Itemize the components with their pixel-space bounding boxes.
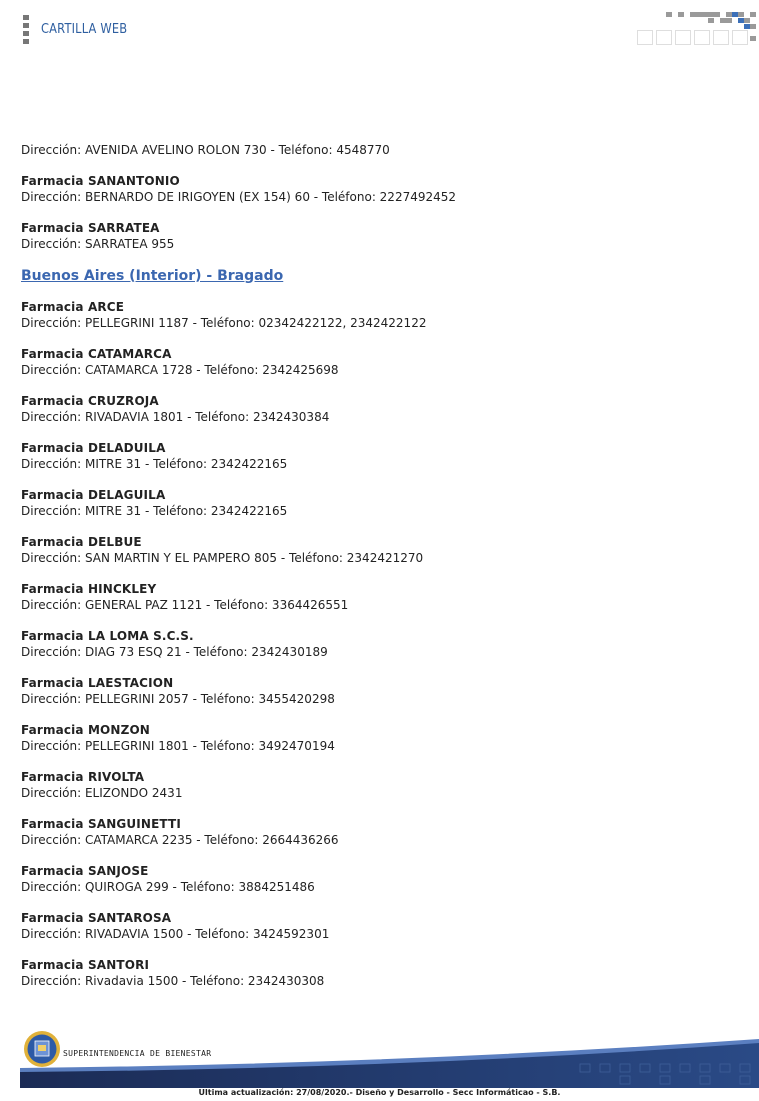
entry-name: Farmacia SANANTONIO <box>21 173 180 188</box>
entry-address: Dirección: SAN MARTIN Y EL PAMPERO 805 - Teléfono: 2342421270 <box>21 551 424 565</box>
entry-address: Dirección: Rivadavia 1500 - Teléfono: 2342430308 <box>21 974 325 988</box>
entry-address: Dirección: RIVADAVIA 1500 - Teléfono: 3424592301 <box>21 927 330 941</box>
list-item <box>21 863 741 896</box>
organization-seal-icon <box>24 1031 60 1067</box>
entry-name: Farmacia HINCKLEY <box>21 581 157 596</box>
entry-name: Farmacia SARRATEA <box>21 220 160 235</box>
entry-name: Farmacia DELAGUILA <box>21 487 166 502</box>
list-item <box>21 675 741 708</box>
list-item <box>21 299 741 332</box>
list-item <box>21 220 741 253</box>
list-item <box>21 393 741 426</box>
list-item <box>21 910 741 943</box>
list-item <box>21 487 741 520</box>
list-item <box>21 957 741 990</box>
entry-name: Farmacia SANTORI <box>21 957 150 972</box>
entry-name: Farmacia SANTAROSA <box>21 910 172 925</box>
list-item <box>21 142 741 159</box>
footer-update-note: Ultima actualización: 27/08/2020.- Diseño y Desarrollo - Secc Informáticao - S.B. <box>198 1088 561 1097</box>
list-item <box>21 581 741 614</box>
list-item <box>21 816 741 849</box>
footer-organization: SUPERINTENDENCIA DE BIENESTAR <box>63 1049 212 1058</box>
entry-address: Dirección: AVENIDA AVELINO ROLON 730 - Teléfono: 4548770 <box>21 143 390 157</box>
list-item <box>21 534 741 567</box>
pharmacy-list <box>21 142 741 1004</box>
entry-name: Farmacia ARCE <box>21 299 125 314</box>
entry-address: Dirección: RIVADAVIA 1801 - Teléfono: 2342430384 <box>21 410 330 424</box>
entry-address: Dirección: QUIROGA 299 - Teléfono: 3884251486 <box>21 880 315 894</box>
entry-address: Dirección: BERNARDO DE IRIGOYEN (EX 154) 60 - Teléfono: 2227492452 <box>21 190 457 204</box>
section-title-link[interactable]: Buenos Aires (Interior) - Bragado <box>21 267 284 284</box>
entry-address: Dirección: DIAG 73 ESQ 21 - Teléfono: 2342430189 <box>21 645 328 659</box>
entry-address: Dirección: CATAMARCA 2235 - Teléfono: 2664436266 <box>21 833 339 847</box>
entry-name: Farmacia CATAMARCA <box>21 346 172 361</box>
page-title: CARTILLA WEB <box>41 22 128 37</box>
entry-address: Dirección: CATAMARCA 1728 - Teléfono: 2342425698 <box>21 363 339 377</box>
entry-address: Dirección: MITRE 31 - Teléfono: 2342422165 <box>21 457 288 471</box>
entry-name: Farmacia LAESTACION <box>21 675 174 690</box>
entry-address: Dirección: SARRATEA 955 <box>21 237 175 251</box>
footer-banner <box>20 1028 759 1088</box>
list-item <box>21 346 741 379</box>
entry-address: Dirección: PELLEGRINI 1801 - Teléfono: 3492470194 <box>21 739 335 753</box>
entry-name: Farmacia SANGUINETTI <box>21 816 181 831</box>
list-item <box>21 440 741 473</box>
list-item <box>21 722 741 755</box>
entry-name: Farmacia LA LOMA S.C.S. <box>21 628 194 643</box>
entry-name: Farmacia RIVOLTA <box>21 769 145 784</box>
list-item <box>21 628 741 661</box>
entry-name: Farmacia CRUZROJA <box>21 393 159 408</box>
entry-address: Dirección: ELIZONDO 2431 <box>21 786 183 800</box>
entry-name: Farmacia DELBUE <box>21 534 142 549</box>
header-decoration <box>637 12 759 47</box>
entry-name: Farmacia SANJOSE <box>21 863 149 878</box>
entry-address: Dirección: PELLEGRINI 1187 - Teléfono: 02342422122, 2342422122 <box>21 316 427 330</box>
entry-address: Dirección: GENERAL PAZ 1121 - Teléfono: 3364426551 <box>21 598 349 612</box>
header-accent-bar <box>23 15 29 47</box>
entries-container <box>21 299 741 990</box>
entry-name: Farmacia MONZON <box>21 722 150 737</box>
entry-address: Dirección: MITRE 31 - Teléfono: 2342422165 <box>21 504 288 518</box>
list-item <box>21 769 741 802</box>
entry-name: Farmacia DELADUILA <box>21 440 166 455</box>
list-item <box>21 173 741 206</box>
entry-address: Dirección: PELLEGRINI 2057 - Teléfono: 3455420298 <box>21 692 335 706</box>
